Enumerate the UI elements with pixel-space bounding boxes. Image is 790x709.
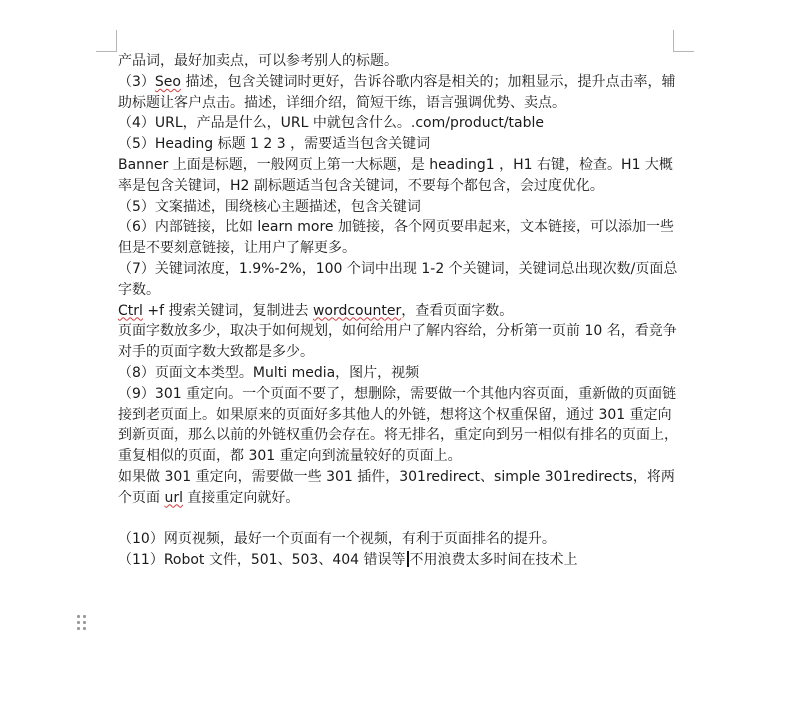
paragraph[interactable] <box>118 134 678 155</box>
paragraph[interactable] <box>118 550 678 571</box>
paragraph[interactable] <box>118 363 678 384</box>
paragraph[interactable] <box>118 384 678 467</box>
text-run: （9）301 重定向。一个页面不要了，想删除，需要做一个其他内容页面，重新做的页面链接到老页面上。如果原来的页面好多其他人的外链，想将这个权重保留，通过 301 重定向到新页面，那么以前的外链权重仍会存在。将无排名，重定向到另一相似有排名的页面上，重复相似的页面，都 301 重定向到流量较好的页面上。 <box>118 385 678 465</box>
paragraph[interactable] <box>118 301 678 322</box>
text-run: +f 搜索关键词，复制进去 <box>142 302 313 319</box>
text-run: （8）页面文本类型。Multi media，图片，视频 <box>118 364 420 381</box>
paragraph[interactable] <box>118 155 678 197</box>
text-run: 不用浪费太多时间在技术上 <box>409 552 578 569</box>
spellcheck-flagged-word: Seo <box>154 73 181 90</box>
spellcheck-flagged-word: Ctrl <box>118 302 143 319</box>
text-run: （4）URL，产品是什么，URL 中就包含什么。.com/product/table <box>118 115 544 132</box>
paragraph[interactable] <box>118 467 678 509</box>
text-run: （5）Heading 标题 1 2 3 ，需要适当包含关键词 <box>118 136 431 153</box>
spellcheck-flagged-word: url <box>164 489 183 506</box>
text-run: （7）关键词浓度，1.9%-2%，100 个词中出现 1-2 个关键词，关键词总出现次数/页面总字数。 <box>118 260 678 298</box>
paragraph[interactable] <box>118 259 678 301</box>
text-run: 产品词，最好加卖点，可以参考别人的标题。 <box>118 53 398 69</box>
text-run: （10）网页视频，最好一个页面有一个视频，有利于页面排名的提升。 <box>118 531 556 548</box>
text-cursor <box>407 551 409 567</box>
text-run: Banner 上面是标题，一般网页上第一大标题，是 heading1 ，H1 右键，检查。H1 大概率是包含关键词，H2 副标题适当包含关键词，不要每个都包含，会过度优化。 <box>118 156 673 194</box>
text-run: 页面字数放多少，取决于如何规划，如何给用户了解内容给，分析第一页前 10 名，看竞争对手的页面字数大致都是多少。 <box>118 323 677 361</box>
text-run: （6）内部链接，比如 learn more 加链接，各个网页要串起来，文本链接，可以添加一些但是不要刻意链接，让用户了解更多。 <box>118 219 674 257</box>
top-left-crop-mark <box>96 30 117 52</box>
text-run: 如果做 301 重定向，需要做一些 301 插件，301redirect、simple 301redirects，将两个页面 <box>118 468 675 506</box>
text-run: ，查看页面字数。 <box>401 302 514 319</box>
paragraph[interactable] <box>118 113 678 134</box>
top-right-crop-mark <box>673 30 694 52</box>
empty-paragraph[interactable] <box>118 509 678 530</box>
paragraph[interactable] <box>118 197 678 218</box>
text-run: 直接重定向就好。 <box>182 489 300 506</box>
paragraph[interactable] <box>118 217 678 259</box>
paragraph[interactable] <box>118 72 678 114</box>
paragraph[interactable] <box>118 529 678 550</box>
text-run: 描述，包含关键词时更好，告诉谷歌内容是相关的；加粗显示，提升点击率，辅助标题让客户点击。描述，详细介绍，简短干练，语言强调优势、卖点。 <box>118 73 676 111</box>
document-body[interactable] <box>118 51 678 571</box>
drag-handle-icon[interactable] <box>77 615 87 631</box>
paragraph[interactable] <box>118 51 678 72</box>
paragraph[interactable] <box>118 321 678 363</box>
text-run: （5）文案描述，围绕核心主题描述，包含关键词 <box>118 198 421 215</box>
text-run: （3） <box>118 73 155 90</box>
text-run: （11）Robot 文件，501、503、404 错误等 <box>118 552 406 569</box>
spellcheck-flagged-word: wordcounter <box>312 302 402 319</box>
